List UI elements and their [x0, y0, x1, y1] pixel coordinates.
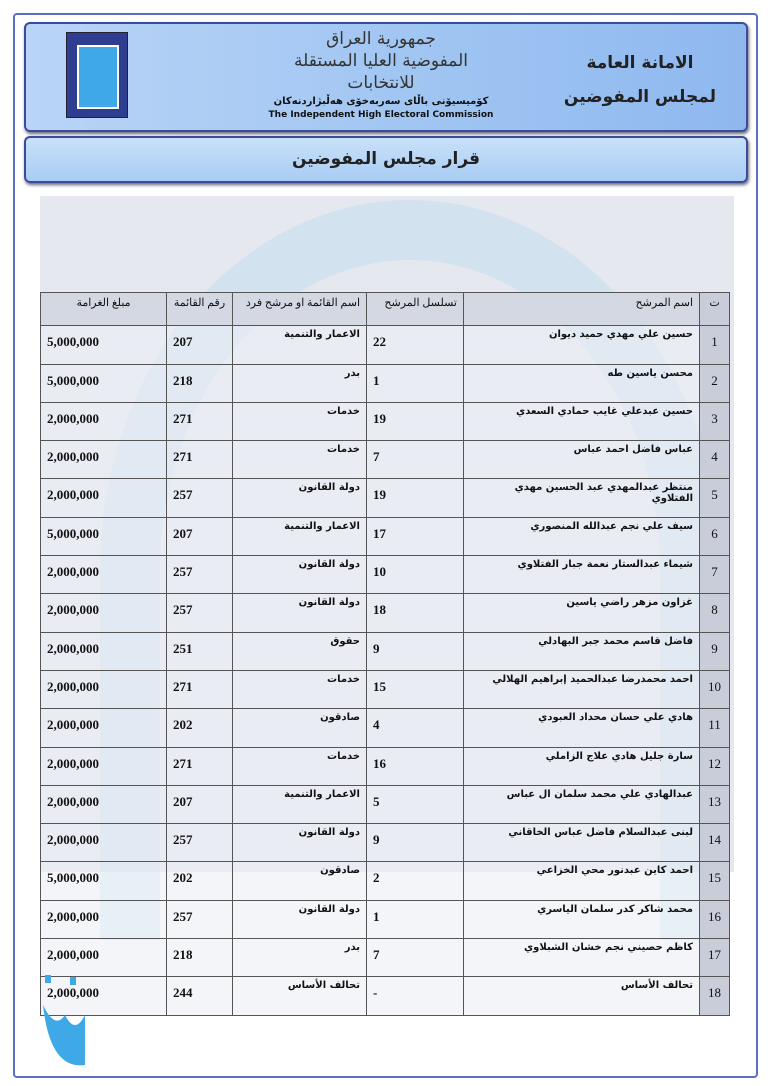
row-index: 4	[700, 441, 730, 479]
commission-name-en: The Independent High Electoral Commission	[268, 110, 494, 120]
fines-table	[40, 292, 730, 1016]
candidate-serial: 10	[367, 556, 464, 594]
candidate-serial: 7	[367, 441, 464, 479]
row-index: 3	[700, 402, 730, 440]
list-name: حقوق	[233, 632, 367, 670]
list-number: 257	[167, 594, 233, 632]
table-row	[41, 517, 730, 555]
list-number: 257	[167, 479, 233, 517]
row-index: 7	[700, 556, 730, 594]
ihec-logo-icon	[66, 32, 128, 118]
org-name-ar: جمهورية العراق	[326, 29, 436, 49]
row-index: 17	[700, 939, 730, 977]
list-name: دولة القانون	[233, 594, 367, 632]
commission-name-ku: كۆمیسیۆنی باڵای سەربەخۆی هەڵبژاردنەکان	[273, 96, 489, 107]
fine-amount: 2,000,000	[41, 402, 167, 440]
list-number: 251	[167, 632, 233, 670]
candidate-name: سارة جليل هادي علاج الزاملي	[464, 747, 700, 785]
candidate-serial: -	[367, 977, 464, 1015]
list-number: 257	[167, 900, 233, 938]
secretariat-label	[564, 46, 716, 114]
row-index: 13	[700, 785, 730, 823]
candidate-name: محمد شاكر كدر سلمان الياسري	[464, 900, 700, 938]
candidate-serial: 2	[367, 862, 464, 900]
table-row	[41, 594, 730, 632]
candidate-name: هادي علي حسان محداد العبودي	[464, 709, 700, 747]
fine-amount: 2,000,000	[41, 594, 167, 632]
row-index: 16	[700, 900, 730, 938]
table-row	[41, 632, 730, 670]
page-title: قرار مجلس المفوضين	[24, 136, 748, 183]
candidate-serial: 4	[367, 709, 464, 747]
table-row	[41, 900, 730, 938]
table-row	[41, 556, 730, 594]
commission-name-block	[266, 28, 496, 120]
secretariat-line1: الامانة العامة	[586, 53, 694, 73]
candidate-serial: 1	[367, 364, 464, 402]
fine-amount: 2,000,000	[41, 441, 167, 479]
list-number: 207	[167, 326, 233, 364]
footer-logo-icon	[40, 975, 90, 1070]
table-row	[41, 939, 730, 977]
row-index: 6	[700, 517, 730, 555]
candidate-serial: 22	[367, 326, 464, 364]
list-number: 218	[167, 364, 233, 402]
table-row	[41, 785, 730, 823]
candidate-name: تحالف الأساس	[464, 977, 700, 1015]
list-name: خدمات	[233, 402, 367, 440]
table-row	[41, 402, 730, 440]
list-number: 202	[167, 709, 233, 747]
table-header-row	[41, 293, 730, 326]
row-index: 9	[700, 632, 730, 670]
candidate-serial: 18	[367, 594, 464, 632]
col-fine: مبلغ الغرامة	[41, 293, 167, 326]
fine-amount: 2,000,000	[41, 785, 167, 823]
list-name: تحالف الأساس	[233, 977, 367, 1015]
candidate-serial: 19	[367, 402, 464, 440]
col-list-number: رقم القائمة	[167, 293, 233, 326]
fine-amount: 2,000,000	[41, 709, 167, 747]
row-index: 1	[700, 326, 730, 364]
fine-amount: 2,000,000	[41, 670, 167, 708]
candidate-name: لبنى عبدالسلام فاضل عباس الخاقاني	[464, 824, 700, 862]
row-index: 15	[700, 862, 730, 900]
letterhead	[24, 22, 748, 132]
candidate-name: حسين علي مهدي حميد ديوان	[464, 326, 700, 364]
list-name: الاعمار والتنمية	[233, 785, 367, 823]
list-name: صادقون	[233, 709, 367, 747]
fine-amount: 5,000,000	[41, 862, 167, 900]
table-row	[41, 709, 730, 747]
fine-amount: 2,000,000	[41, 479, 167, 517]
candidate-serial: 17	[367, 517, 464, 555]
candidate-name: محسن ياسين طه	[464, 364, 700, 402]
table-row	[41, 479, 730, 517]
table-row	[41, 441, 730, 479]
candidate-serial: 1	[367, 900, 464, 938]
fine-amount: 2,000,000	[41, 632, 167, 670]
table-row	[41, 747, 730, 785]
fine-amount: 2,000,000	[41, 824, 167, 862]
list-name: الاعمار والتنمية	[233, 517, 367, 555]
candidate-name: سيف علي نجم عبدالله المنصوري	[464, 517, 700, 555]
candidate-name: احمد كاين عبدنور محي الخزاعي	[464, 862, 700, 900]
fine-amount: 2,000,000	[41, 977, 167, 1015]
col-serial: تسلسل المرشح	[367, 293, 464, 326]
list-name: صادقون	[233, 862, 367, 900]
secretariat-line2: لمجلس المفوضين	[563, 87, 716, 107]
candidate-serial: 5	[367, 785, 464, 823]
candidate-serial: 15	[367, 670, 464, 708]
candidate-name: حسين عبدعلي غايب حمادي السعدي	[464, 402, 700, 440]
table-row	[41, 326, 730, 364]
list-number: 271	[167, 670, 233, 708]
candidate-serial: 7	[367, 939, 464, 977]
row-index: 11	[700, 709, 730, 747]
table-row	[41, 670, 730, 708]
candidate-serial: 9	[367, 824, 464, 862]
table-row	[41, 364, 730, 402]
commission-name-ar: المفوضية العليا المستقلة للانتخابات	[293, 51, 468, 93]
table-row	[41, 977, 730, 1015]
row-index: 12	[700, 747, 730, 785]
candidate-serial: 19	[367, 479, 464, 517]
fine-amount: 2,000,000	[41, 747, 167, 785]
col-name: اسم المرشح	[464, 293, 700, 326]
candidate-name: منتظر عبدالمهدي عبد الحسين مهدي الفتلاوي	[464, 479, 700, 517]
list-name: الاعمار والتنمية	[233, 326, 367, 364]
table-row	[41, 862, 730, 900]
list-name: دولة القانون	[233, 900, 367, 938]
candidate-name: غزاون مزهر راضي ياسين	[464, 594, 700, 632]
list-number: 202	[167, 862, 233, 900]
candidate-name: احمد محمدرضا عبدالحميد إبراهيم الهلالي	[464, 670, 700, 708]
fine-amount: 2,000,000	[41, 556, 167, 594]
table-row	[41, 824, 730, 862]
candidate-name: فاضل قاسم محمد جبر البهادلي	[464, 632, 700, 670]
candidate-name: عبدالهادي علي محمد سلمان ال عباس	[464, 785, 700, 823]
fine-amount: 5,000,000	[41, 326, 167, 364]
list-number: 207	[167, 517, 233, 555]
candidate-serial: 9	[367, 632, 464, 670]
fine-amount: 2,000,000	[41, 900, 167, 938]
list-name: دولة القانون	[233, 556, 367, 594]
fine-amount: 5,000,000	[41, 517, 167, 555]
list-number: 271	[167, 747, 233, 785]
row-index: 2	[700, 364, 730, 402]
list-name: دولة القانون	[233, 824, 367, 862]
list-name: بدر	[233, 364, 367, 402]
row-index: 8	[700, 594, 730, 632]
list-number: 271	[167, 402, 233, 440]
col-idx: ت	[700, 293, 730, 326]
list-number: 218	[167, 939, 233, 977]
list-name: دولة القانون	[233, 479, 367, 517]
list-number: 257	[167, 824, 233, 862]
list-name: بدر	[233, 939, 367, 977]
candidate-name: شيماء عبدالستار نعمة جبار الفتلاوي	[464, 556, 700, 594]
candidate-name: كاظم حصيني نجم خشان الشبلاوي	[464, 939, 700, 977]
fine-amount: 2,000,000	[41, 939, 167, 977]
list-number: 257	[167, 556, 233, 594]
list-number: 244	[167, 977, 233, 1015]
list-number: 207	[167, 785, 233, 823]
list-name: خدمات	[233, 747, 367, 785]
candidate-serial: 16	[367, 747, 464, 785]
fine-amount: 5,000,000	[41, 364, 167, 402]
candidate-name: عباس فاضل احمد عباس	[464, 441, 700, 479]
row-index: 18	[700, 977, 730, 1015]
col-list-name: اسم القائمة او مرشح فرد	[233, 293, 367, 326]
row-index: 14	[700, 824, 730, 862]
row-index: 10	[700, 670, 730, 708]
list-name: خدمات	[233, 441, 367, 479]
list-number: 271	[167, 441, 233, 479]
row-index: 5	[700, 479, 730, 517]
list-name: خدمات	[233, 670, 367, 708]
